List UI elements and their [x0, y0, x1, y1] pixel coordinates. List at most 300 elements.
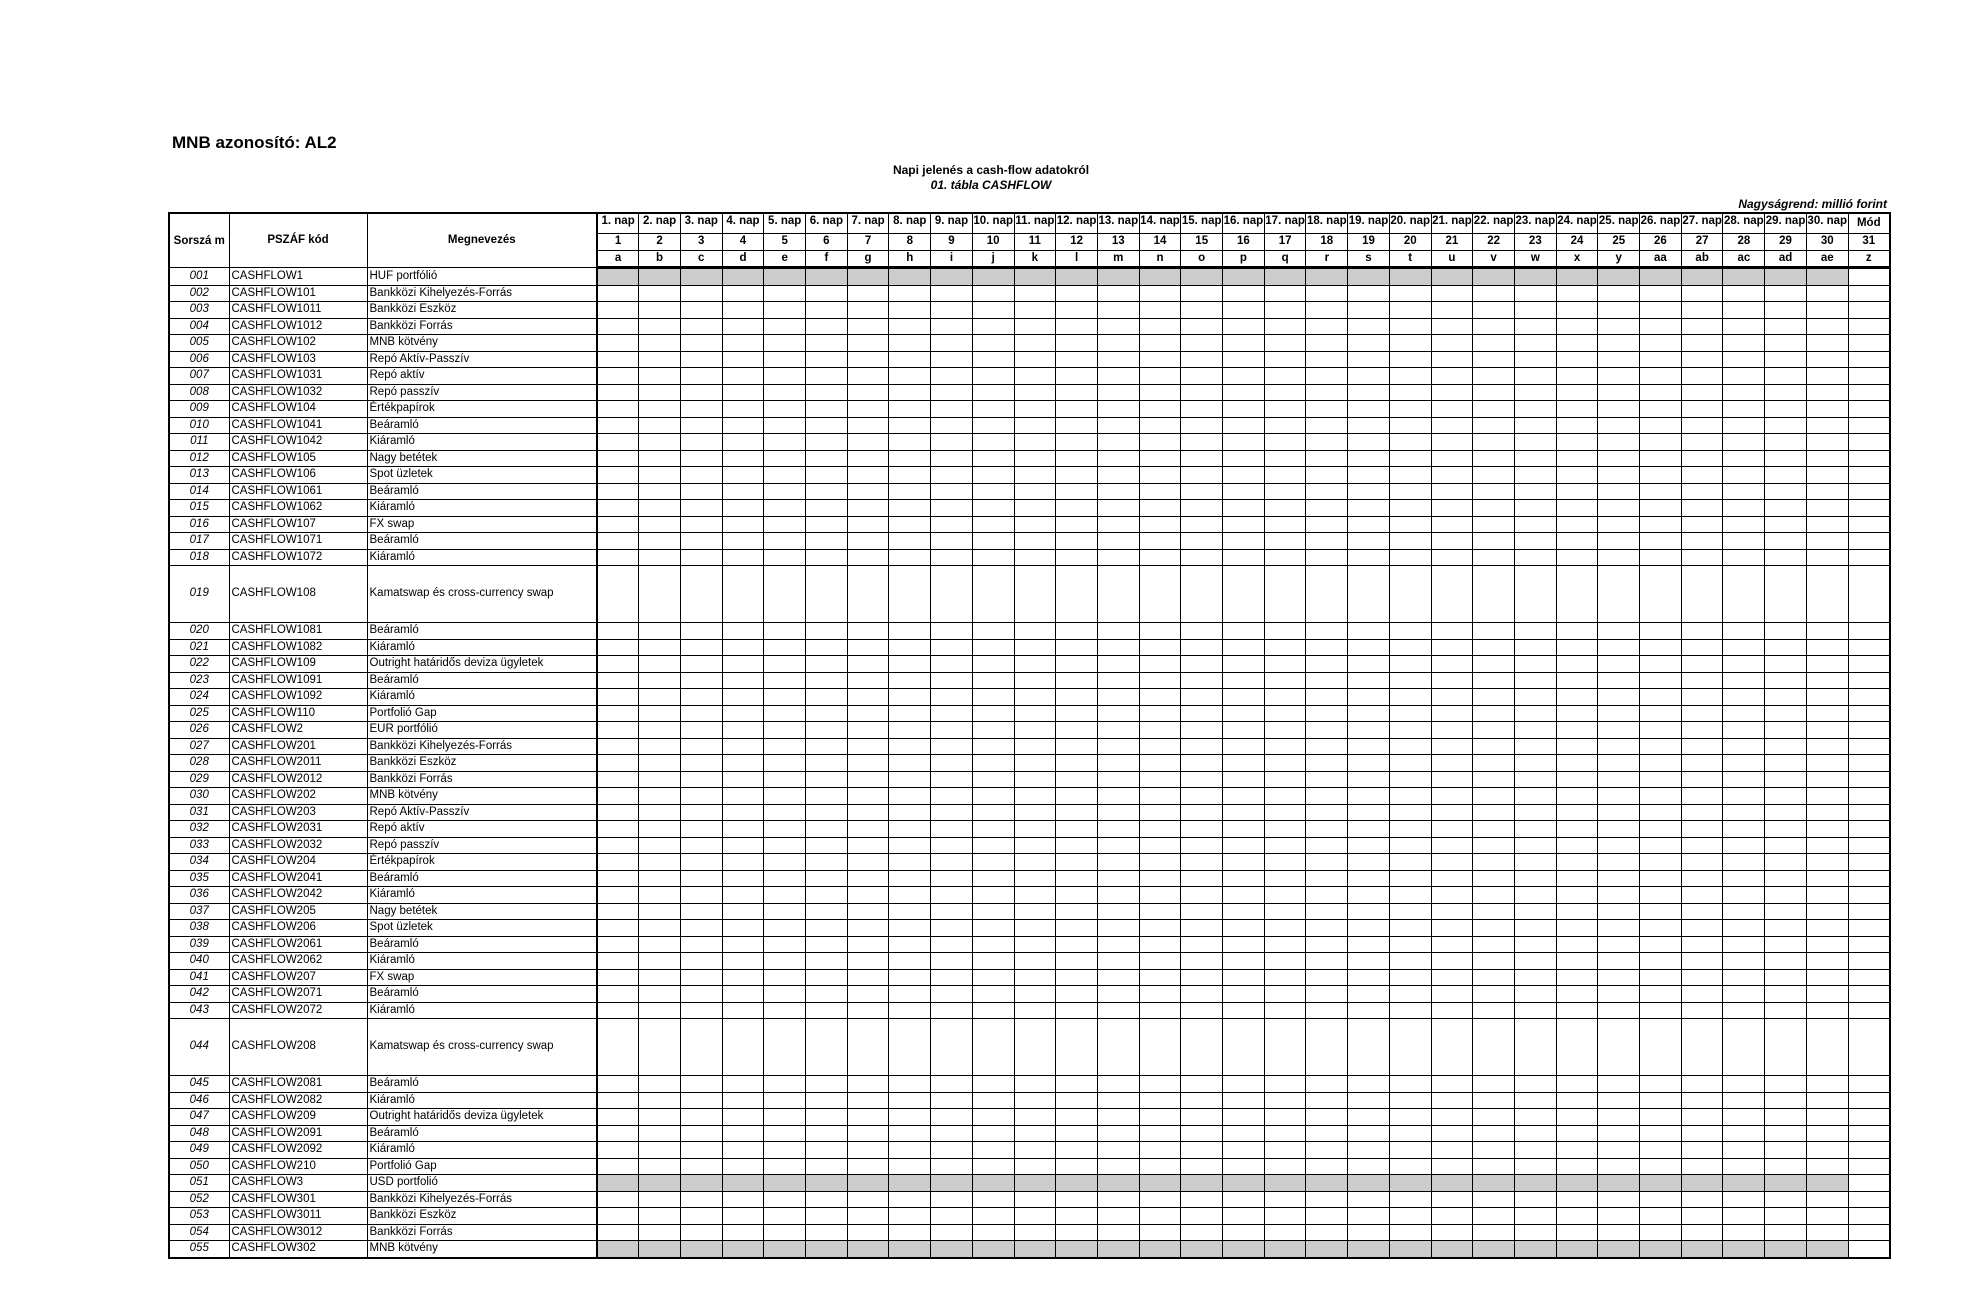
data-cell[interactable] — [1306, 1109, 1348, 1126]
data-cell[interactable] — [1223, 870, 1265, 887]
data-cell[interactable] — [806, 920, 848, 937]
data-cell[interactable] — [680, 1158, 722, 1175]
data-cell[interactable] — [931, 903, 973, 920]
data-cell[interactable] — [1723, 302, 1765, 319]
data-cell[interactable] — [1514, 417, 1556, 434]
data-cell[interactable] — [639, 500, 681, 517]
data-cell[interactable] — [1139, 1019, 1181, 1076]
data-cell[interactable] — [1514, 738, 1556, 755]
data-cell[interactable] — [889, 738, 931, 755]
data-cell[interactable] — [1431, 1191, 1473, 1208]
data-cell[interactable] — [1348, 969, 1390, 986]
data-cell[interactable] — [1681, 870, 1723, 887]
data-cell[interactable] — [1181, 837, 1223, 854]
data-cell[interactable] — [1473, 533, 1515, 550]
data-cell[interactable] — [1306, 450, 1348, 467]
data-cell[interactable] — [597, 656, 639, 673]
data-cell[interactable] — [1848, 285, 1890, 302]
data-cell[interactable] — [972, 788, 1014, 805]
data-cell[interactable] — [639, 936, 681, 953]
data-cell[interactable] — [680, 837, 722, 854]
data-cell[interactable] — [1848, 302, 1890, 319]
data-cell[interactable] — [1014, 268, 1056, 286]
data-cell[interactable] — [1765, 936, 1807, 953]
data-cell[interactable] — [1389, 566, 1431, 623]
data-cell[interactable] — [1223, 788, 1265, 805]
data-cell[interactable] — [1514, 268, 1556, 286]
data-cell[interactable] — [1473, 936, 1515, 953]
data-cell[interactable] — [1640, 903, 1682, 920]
data-cell[interactable] — [722, 1208, 764, 1225]
data-cell[interactable] — [1264, 1208, 1306, 1225]
data-cell[interactable] — [847, 302, 889, 319]
data-cell[interactable] — [806, 722, 848, 739]
data-cell[interactable] — [1097, 986, 1139, 1003]
data-cell[interactable] — [1765, 335, 1807, 352]
data-cell[interactable] — [1097, 335, 1139, 352]
data-cell[interactable] — [1223, 483, 1265, 500]
data-cell[interactable] — [1431, 870, 1473, 887]
data-cell[interactable] — [764, 1191, 806, 1208]
data-cell[interactable] — [1223, 689, 1265, 706]
data-cell[interactable] — [847, 549, 889, 566]
data-cell[interactable] — [847, 672, 889, 689]
data-cell[interactable] — [1014, 384, 1056, 401]
data-cell[interactable] — [1848, 1142, 1890, 1159]
data-cell[interactable] — [639, 837, 681, 854]
data-cell[interactable] — [847, 1241, 889, 1258]
data-cell[interactable] — [1181, 384, 1223, 401]
data-cell[interactable] — [1389, 1092, 1431, 1109]
data-cell[interactable] — [1306, 623, 1348, 640]
data-cell[interactable] — [1264, 936, 1306, 953]
data-cell[interactable] — [1139, 1208, 1181, 1225]
data-cell[interactable] — [1348, 285, 1390, 302]
data-cell[interactable] — [1681, 1019, 1723, 1076]
data-cell[interactable] — [1598, 549, 1640, 566]
data-cell[interactable] — [806, 1191, 848, 1208]
data-cell[interactable] — [1556, 401, 1598, 418]
data-cell[interactable] — [1056, 969, 1098, 986]
data-cell[interactable] — [972, 1208, 1014, 1225]
data-cell[interactable] — [931, 953, 973, 970]
data-cell[interactable] — [1348, 705, 1390, 722]
data-cell[interactable] — [1389, 953, 1431, 970]
data-cell[interactable] — [1056, 771, 1098, 788]
data-cell[interactable] — [972, 302, 1014, 319]
data-cell[interactable] — [931, 705, 973, 722]
data-cell[interactable] — [1056, 788, 1098, 805]
data-cell[interactable] — [1723, 500, 1765, 517]
data-cell[interactable] — [764, 639, 806, 656]
data-cell[interactable] — [639, 821, 681, 838]
data-cell[interactable] — [1556, 1076, 1598, 1093]
data-cell[interactable] — [1014, 1125, 1056, 1142]
data-cell[interactable] — [1348, 1208, 1390, 1225]
data-cell[interactable] — [1014, 318, 1056, 335]
data-cell[interactable] — [1097, 1142, 1139, 1159]
data-cell[interactable] — [1556, 1208, 1598, 1225]
data-cell[interactable] — [931, 804, 973, 821]
data-cell[interactable] — [680, 1224, 722, 1241]
data-cell[interactable] — [1765, 705, 1807, 722]
data-cell[interactable] — [889, 417, 931, 434]
data-cell[interactable] — [680, 467, 722, 484]
data-cell[interactable] — [931, 1092, 973, 1109]
data-cell[interactable] — [1765, 903, 1807, 920]
data-cell[interactable] — [1848, 450, 1890, 467]
data-cell[interactable] — [847, 953, 889, 970]
data-cell[interactable] — [1765, 1208, 1807, 1225]
data-cell[interactable] — [1806, 887, 1848, 904]
data-cell[interactable] — [1223, 351, 1265, 368]
data-cell[interactable] — [1723, 450, 1765, 467]
data-cell[interactable] — [972, 483, 1014, 500]
data-cell[interactable] — [1598, 566, 1640, 623]
data-cell[interactable] — [1264, 302, 1306, 319]
data-cell[interactable] — [1598, 335, 1640, 352]
data-cell[interactable] — [889, 1125, 931, 1142]
data-cell[interactable] — [639, 870, 681, 887]
data-cell[interactable] — [680, 821, 722, 838]
data-cell[interactable] — [1181, 1125, 1223, 1142]
data-cell[interactable] — [889, 533, 931, 550]
data-cell[interactable] — [1514, 705, 1556, 722]
data-cell[interactable] — [1681, 1076, 1723, 1093]
data-cell[interactable] — [1348, 384, 1390, 401]
data-cell[interactable] — [1514, 1158, 1556, 1175]
data-cell[interactable] — [847, 500, 889, 517]
data-cell[interactable] — [1306, 268, 1348, 286]
data-cell[interactable] — [764, 788, 806, 805]
data-cell[interactable] — [1514, 467, 1556, 484]
data-cell[interactable] — [1473, 722, 1515, 739]
data-cell[interactable] — [1097, 351, 1139, 368]
data-cell[interactable] — [1431, 738, 1473, 755]
data-cell[interactable] — [931, 384, 973, 401]
data-cell[interactable] — [764, 318, 806, 335]
data-cell[interactable] — [1848, 401, 1890, 418]
data-cell[interactable] — [597, 1191, 639, 1208]
data-cell[interactable] — [1556, 1002, 1598, 1019]
data-cell[interactable] — [1848, 903, 1890, 920]
data-cell[interactable] — [1681, 887, 1723, 904]
data-cell[interactable] — [1389, 936, 1431, 953]
data-cell[interactable] — [1223, 1241, 1265, 1258]
data-cell[interactable] — [1681, 450, 1723, 467]
data-cell[interactable] — [1765, 1175, 1807, 1192]
data-cell[interactable] — [1264, 450, 1306, 467]
data-cell[interactable] — [722, 771, 764, 788]
data-cell[interactable] — [1765, 837, 1807, 854]
data-cell[interactable] — [1640, 887, 1682, 904]
data-cell[interactable] — [1723, 755, 1765, 772]
data-cell[interactable] — [1431, 1175, 1473, 1192]
data-cell[interactable] — [847, 516, 889, 533]
data-cell[interactable] — [1056, 837, 1098, 854]
data-cell[interactable] — [1473, 351, 1515, 368]
data-cell[interactable] — [597, 1158, 639, 1175]
data-cell[interactable] — [1473, 623, 1515, 640]
data-cell[interactable] — [639, 351, 681, 368]
data-cell[interactable] — [1264, 335, 1306, 352]
data-cell[interactable] — [1514, 788, 1556, 805]
data-cell[interactable] — [1056, 870, 1098, 887]
data-cell[interactable] — [764, 953, 806, 970]
data-cell[interactable] — [1348, 368, 1390, 385]
data-cell[interactable] — [639, 1224, 681, 1241]
data-cell[interactable] — [1848, 1092, 1890, 1109]
data-cell[interactable] — [597, 705, 639, 722]
data-cell[interactable] — [639, 920, 681, 937]
data-cell[interactable] — [1056, 804, 1098, 821]
data-cell[interactable] — [1097, 450, 1139, 467]
data-cell[interactable] — [1806, 566, 1848, 623]
data-cell[interactable] — [1765, 870, 1807, 887]
data-cell[interactable] — [1514, 285, 1556, 302]
data-cell[interactable] — [1223, 1158, 1265, 1175]
data-cell[interactable] — [1223, 417, 1265, 434]
data-cell[interactable] — [1723, 639, 1765, 656]
data-cell[interactable] — [1431, 483, 1473, 500]
data-cell[interactable] — [764, 821, 806, 838]
data-cell[interactable] — [889, 788, 931, 805]
data-cell[interactable] — [1431, 450, 1473, 467]
data-cell[interactable] — [1056, 467, 1098, 484]
data-cell[interactable] — [931, 656, 973, 673]
data-cell[interactable] — [1473, 401, 1515, 418]
data-cell[interactable] — [1348, 639, 1390, 656]
data-cell[interactable] — [1765, 953, 1807, 970]
data-cell[interactable] — [1056, 450, 1098, 467]
data-cell[interactable] — [1473, 335, 1515, 352]
data-cell[interactable] — [1097, 318, 1139, 335]
data-cell[interactable] — [764, 837, 806, 854]
data-cell[interactable] — [1223, 1076, 1265, 1093]
data-cell[interactable] — [972, 854, 1014, 871]
data-cell[interactable] — [722, 837, 764, 854]
data-cell[interactable] — [1097, 417, 1139, 434]
data-cell[interactable] — [1181, 351, 1223, 368]
data-cell[interactable] — [639, 368, 681, 385]
data-cell[interactable] — [1806, 351, 1848, 368]
data-cell[interactable] — [1056, 1191, 1098, 1208]
data-cell[interactable] — [1723, 384, 1765, 401]
data-cell[interactable] — [931, 533, 973, 550]
data-cell[interactable] — [1598, 639, 1640, 656]
data-cell[interactable] — [680, 953, 722, 970]
data-cell[interactable] — [1306, 1142, 1348, 1159]
data-cell[interactable] — [1306, 920, 1348, 937]
data-cell[interactable] — [972, 335, 1014, 352]
data-cell[interactable] — [1306, 771, 1348, 788]
data-cell[interactable] — [597, 1002, 639, 1019]
data-cell[interactable] — [806, 821, 848, 838]
data-cell[interactable] — [1056, 722, 1098, 739]
data-cell[interactable] — [1389, 417, 1431, 434]
data-cell[interactable] — [1598, 755, 1640, 772]
data-cell[interactable] — [1556, 689, 1598, 706]
data-cell[interactable] — [1348, 1158, 1390, 1175]
data-cell[interactable] — [847, 656, 889, 673]
data-cell[interactable] — [1765, 434, 1807, 451]
data-cell[interactable] — [1223, 672, 1265, 689]
data-cell[interactable] — [1223, 887, 1265, 904]
data-cell[interactable] — [847, 870, 889, 887]
data-cell[interactable] — [1348, 788, 1390, 805]
data-cell[interactable] — [1097, 285, 1139, 302]
data-cell[interactable] — [847, 1208, 889, 1225]
data-cell[interactable] — [1306, 821, 1348, 838]
data-cell[interactable] — [1681, 384, 1723, 401]
data-cell[interactable] — [1681, 302, 1723, 319]
data-cell[interactable] — [1014, 566, 1056, 623]
data-cell[interactable] — [1681, 1142, 1723, 1159]
data-cell[interactable] — [1139, 656, 1181, 673]
data-cell[interactable] — [1306, 887, 1348, 904]
data-cell[interactable] — [1848, 516, 1890, 533]
data-cell[interactable] — [1014, 500, 1056, 517]
data-cell[interactable] — [1306, 1019, 1348, 1076]
data-cell[interactable] — [1056, 1109, 1098, 1126]
data-cell[interactable] — [1806, 722, 1848, 739]
data-cell[interactable] — [972, 821, 1014, 838]
data-cell[interactable] — [1389, 920, 1431, 937]
data-cell[interactable] — [1848, 533, 1890, 550]
data-cell[interactable] — [847, 401, 889, 418]
data-cell[interactable] — [1264, 755, 1306, 772]
data-cell[interactable] — [1348, 335, 1390, 352]
data-cell[interactable] — [1514, 1241, 1556, 1258]
data-cell[interactable] — [722, 953, 764, 970]
data-cell[interactable] — [847, 566, 889, 623]
data-cell[interactable] — [1806, 516, 1848, 533]
data-cell[interactable] — [1348, 656, 1390, 673]
data-cell[interactable] — [639, 986, 681, 1003]
data-cell[interactable] — [806, 738, 848, 755]
data-cell[interactable] — [972, 969, 1014, 986]
data-cell[interactable] — [1097, 1109, 1139, 1126]
data-cell[interactable] — [806, 788, 848, 805]
data-cell[interactable] — [1765, 401, 1807, 418]
data-cell[interactable] — [1264, 1092, 1306, 1109]
data-cell[interactable] — [1765, 549, 1807, 566]
data-cell[interactable] — [1097, 887, 1139, 904]
data-cell[interactable] — [1181, 450, 1223, 467]
data-cell[interactable] — [1097, 936, 1139, 953]
data-cell[interactable] — [1640, 936, 1682, 953]
data-cell[interactable] — [1014, 672, 1056, 689]
data-cell[interactable] — [847, 1142, 889, 1159]
data-cell[interactable] — [1014, 368, 1056, 385]
data-cell[interactable] — [1056, 434, 1098, 451]
data-cell[interactable] — [1014, 639, 1056, 656]
data-cell[interactable] — [1765, 920, 1807, 937]
data-cell[interactable] — [1556, 285, 1598, 302]
data-cell[interactable] — [597, 936, 639, 953]
data-cell[interactable] — [1097, 689, 1139, 706]
data-cell[interactable] — [1389, 639, 1431, 656]
data-cell[interactable] — [1765, 566, 1807, 623]
data-cell[interactable] — [889, 920, 931, 937]
data-cell[interactable] — [1848, 705, 1890, 722]
data-cell[interactable] — [806, 285, 848, 302]
data-cell[interactable] — [1348, 483, 1390, 500]
data-cell[interactable] — [847, 268, 889, 286]
data-cell[interactable] — [1389, 1076, 1431, 1093]
data-cell[interactable] — [1056, 549, 1098, 566]
data-cell[interactable] — [1139, 672, 1181, 689]
data-cell[interactable] — [1848, 804, 1890, 821]
data-cell[interactable] — [722, 755, 764, 772]
data-cell[interactable] — [931, 434, 973, 451]
data-cell[interactable] — [1514, 623, 1556, 640]
data-cell[interactable] — [1765, 1092, 1807, 1109]
data-cell[interactable] — [1348, 837, 1390, 854]
data-cell[interactable] — [1514, 335, 1556, 352]
data-cell[interactable] — [1640, 837, 1682, 854]
data-cell[interactable] — [597, 351, 639, 368]
data-cell[interactable] — [1348, 1076, 1390, 1093]
data-cell[interactable] — [680, 1191, 722, 1208]
data-cell[interactable] — [972, 920, 1014, 937]
data-cell[interactable] — [1264, 384, 1306, 401]
data-cell[interactable] — [889, 623, 931, 640]
data-cell[interactable] — [1514, 1142, 1556, 1159]
data-cell[interactable] — [764, 1175, 806, 1192]
data-cell[interactable] — [1306, 870, 1348, 887]
data-cell[interactable] — [1056, 516, 1098, 533]
data-cell[interactable] — [1097, 755, 1139, 772]
data-cell[interactable] — [1765, 1076, 1807, 1093]
data-cell[interactable] — [1556, 1019, 1598, 1076]
data-cell[interactable] — [1181, 953, 1223, 970]
data-cell[interactable] — [1431, 549, 1473, 566]
data-cell[interactable] — [1514, 672, 1556, 689]
data-cell[interactable] — [1514, 689, 1556, 706]
data-cell[interactable] — [931, 837, 973, 854]
data-cell[interactable] — [1014, 285, 1056, 302]
data-cell[interactable] — [1431, 1092, 1473, 1109]
data-cell[interactable] — [889, 722, 931, 739]
data-cell[interactable] — [1139, 368, 1181, 385]
data-cell[interactable] — [1473, 483, 1515, 500]
data-cell[interactable] — [972, 434, 1014, 451]
data-cell[interactable] — [1514, 953, 1556, 970]
data-cell[interactable] — [1473, 788, 1515, 805]
data-cell[interactable] — [722, 1224, 764, 1241]
data-cell[interactable] — [722, 1191, 764, 1208]
data-cell[interactable] — [1848, 771, 1890, 788]
data-cell[interactable] — [1723, 335, 1765, 352]
data-cell[interactable] — [1181, 738, 1223, 755]
data-cell[interactable] — [1765, 672, 1807, 689]
data-cell[interactable] — [1014, 771, 1056, 788]
data-cell[interactable] — [1264, 738, 1306, 755]
data-cell[interactable] — [1056, 1241, 1098, 1258]
data-cell[interactable] — [1264, 285, 1306, 302]
data-cell[interactable] — [764, 384, 806, 401]
data-cell[interactable] — [639, 887, 681, 904]
data-cell[interactable] — [1264, 804, 1306, 821]
data-cell[interactable] — [1056, 318, 1098, 335]
data-cell[interactable] — [931, 1241, 973, 1258]
data-cell[interactable] — [931, 821, 973, 838]
data-cell[interactable] — [1181, 639, 1223, 656]
data-cell[interactable] — [1139, 986, 1181, 1003]
data-cell[interactable] — [722, 672, 764, 689]
data-cell[interactable] — [1056, 285, 1098, 302]
